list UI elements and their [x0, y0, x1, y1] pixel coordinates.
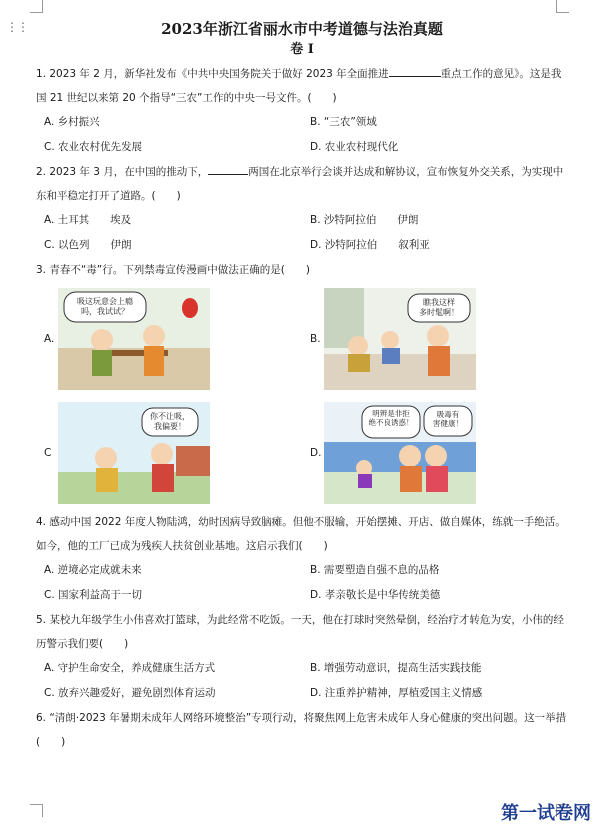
option-b: B. “三农”领域: [310, 116, 377, 128]
cartoon-d-image: [324, 402, 476, 504]
question-2: [36, 160, 568, 208]
document-page: [36, 18, 568, 754]
speech-bubble: 吸这玩意会上瘾吗，我试试？: [77, 297, 133, 316]
question-1-stem-b: 重点工作的意见》。这是我国 21 世纪以来第 20 个指导“三农”工作的中央一号文件。( ): [36, 68, 562, 104]
cartoon-c-image: [58, 402, 210, 504]
option-a: A. 守护生命安全，养成健康生活方式: [44, 662, 216, 674]
option-c: C. 农业农村优先发展: [44, 141, 143, 153]
option-a: A. 乡村振兴: [44, 116, 100, 128]
cartoon-d: [302, 402, 568, 504]
answer-blank: [208, 164, 248, 175]
cartoon-label: A.: [44, 333, 55, 345]
question-1-options: [36, 110, 568, 160]
cartoon-b: [302, 288, 568, 390]
option-b: B. 增强劳动意识，提高生活实践技能: [310, 662, 482, 674]
cartoon-a-image: [58, 288, 210, 390]
option-b: B. 沙特阿拉伯 伊朗: [310, 214, 419, 226]
crop-mark-bottom-left: [30, 804, 43, 817]
cartoon-grid: [36, 288, 568, 504]
speech-bubble: 明辨是非拒绝不良诱惑！: [368, 409, 414, 427]
section-title: 卷 I: [290, 42, 314, 57]
option-a: A. 逆境必定成就未来: [44, 564, 142, 576]
option-c: C. 放弃兴趣爱好，避免剧烈体育运动: [44, 687, 216, 699]
option-d: D. 注重养护精神，厚植爱国主义情感: [310, 687, 483, 699]
question-2-stem-b: 两国在北京举行会谈并达成和解协议，宣布恢复外交关系，为实现中东和平稳定打开了道路。( ): [36, 166, 564, 202]
question-3: 3. 青春不“毒”行。下列禁毒宣传漫画中做法正确的是( ): [36, 264, 310, 276]
option-c: C. 以色列 伊朗: [44, 239, 132, 251]
site-logo: 第一试卷网: [501, 803, 591, 824]
drag-handle-icon[interactable]: ⋮⋮: [6, 20, 28, 34]
cartoon-label: B.: [310, 333, 321, 345]
answer-blank: [389, 66, 441, 77]
crop-mark-top-right: [556, 0, 569, 13]
crop-mark-top-left: [30, 0, 43, 13]
question-2-stem-a: 2. 2023 年 3 月，在中国的推动下，: [36, 166, 209, 178]
question-1: [36, 62, 568, 110]
question-2-options: [36, 208, 568, 258]
option-a: A. 土耳其 埃及: [44, 214, 132, 226]
speech-bubble: 吸毒有害健康！: [433, 410, 463, 428]
cartoon-a: [36, 288, 302, 390]
cartoon-c: [36, 402, 302, 504]
speech-bubble: 你不让吸，我偏要！: [150, 412, 190, 431]
cartoon-b-image: [324, 288, 476, 390]
page-title: 2023年浙江省丽水市中考道德与法治真题: [161, 20, 443, 38]
option-c: C. 国家利益高于一切: [44, 589, 143, 601]
question-1-stem-a: 1. 2023 年 2 月，新华社发布《中共中央国务院关于做好 2023 年全面推进: [36, 68, 389, 80]
option-d: D. 沙特阿拉伯 叙利亚: [310, 239, 430, 251]
cartoon-label: C: [44, 447, 52, 459]
question-5-options: [36, 656, 568, 706]
speech-bubble: 瞧我这样多时髦啊！: [419, 298, 459, 317]
option-b: B. 需要塑造自强不息的品格: [310, 564, 440, 576]
question-4-options: [36, 558, 568, 608]
option-d: D. 农业农村现代化: [310, 141, 399, 153]
question-6: 6. “清朗·2023 年暑期未成年人网络环境整治”专项行动，将聚焦网上危害未成年人身心健康的突出问题。这一举措( ): [36, 712, 567, 748]
option-d: D. 孝亲敬长是中华传统美德: [310, 589, 441, 601]
cartoon-label: D.: [310, 447, 322, 459]
question-4: 4. 感动中国 2022 年度人物陆鸿，幼时因病导致脑瘫。但他不服输，开始摆摊、开店、做自媒体，练就一手绝活。如今，他的工厂已成为残疾人扶贫创业基地。这启示我们( ): [36, 516, 566, 552]
question-5: 5. 某校九年级学生小伟喜欢打篮球，为此经常不吃饭。一天，他在打球时突然晕倒，经治疗才转危为安，小伟的经历警示我们要( ): [36, 614, 564, 650]
